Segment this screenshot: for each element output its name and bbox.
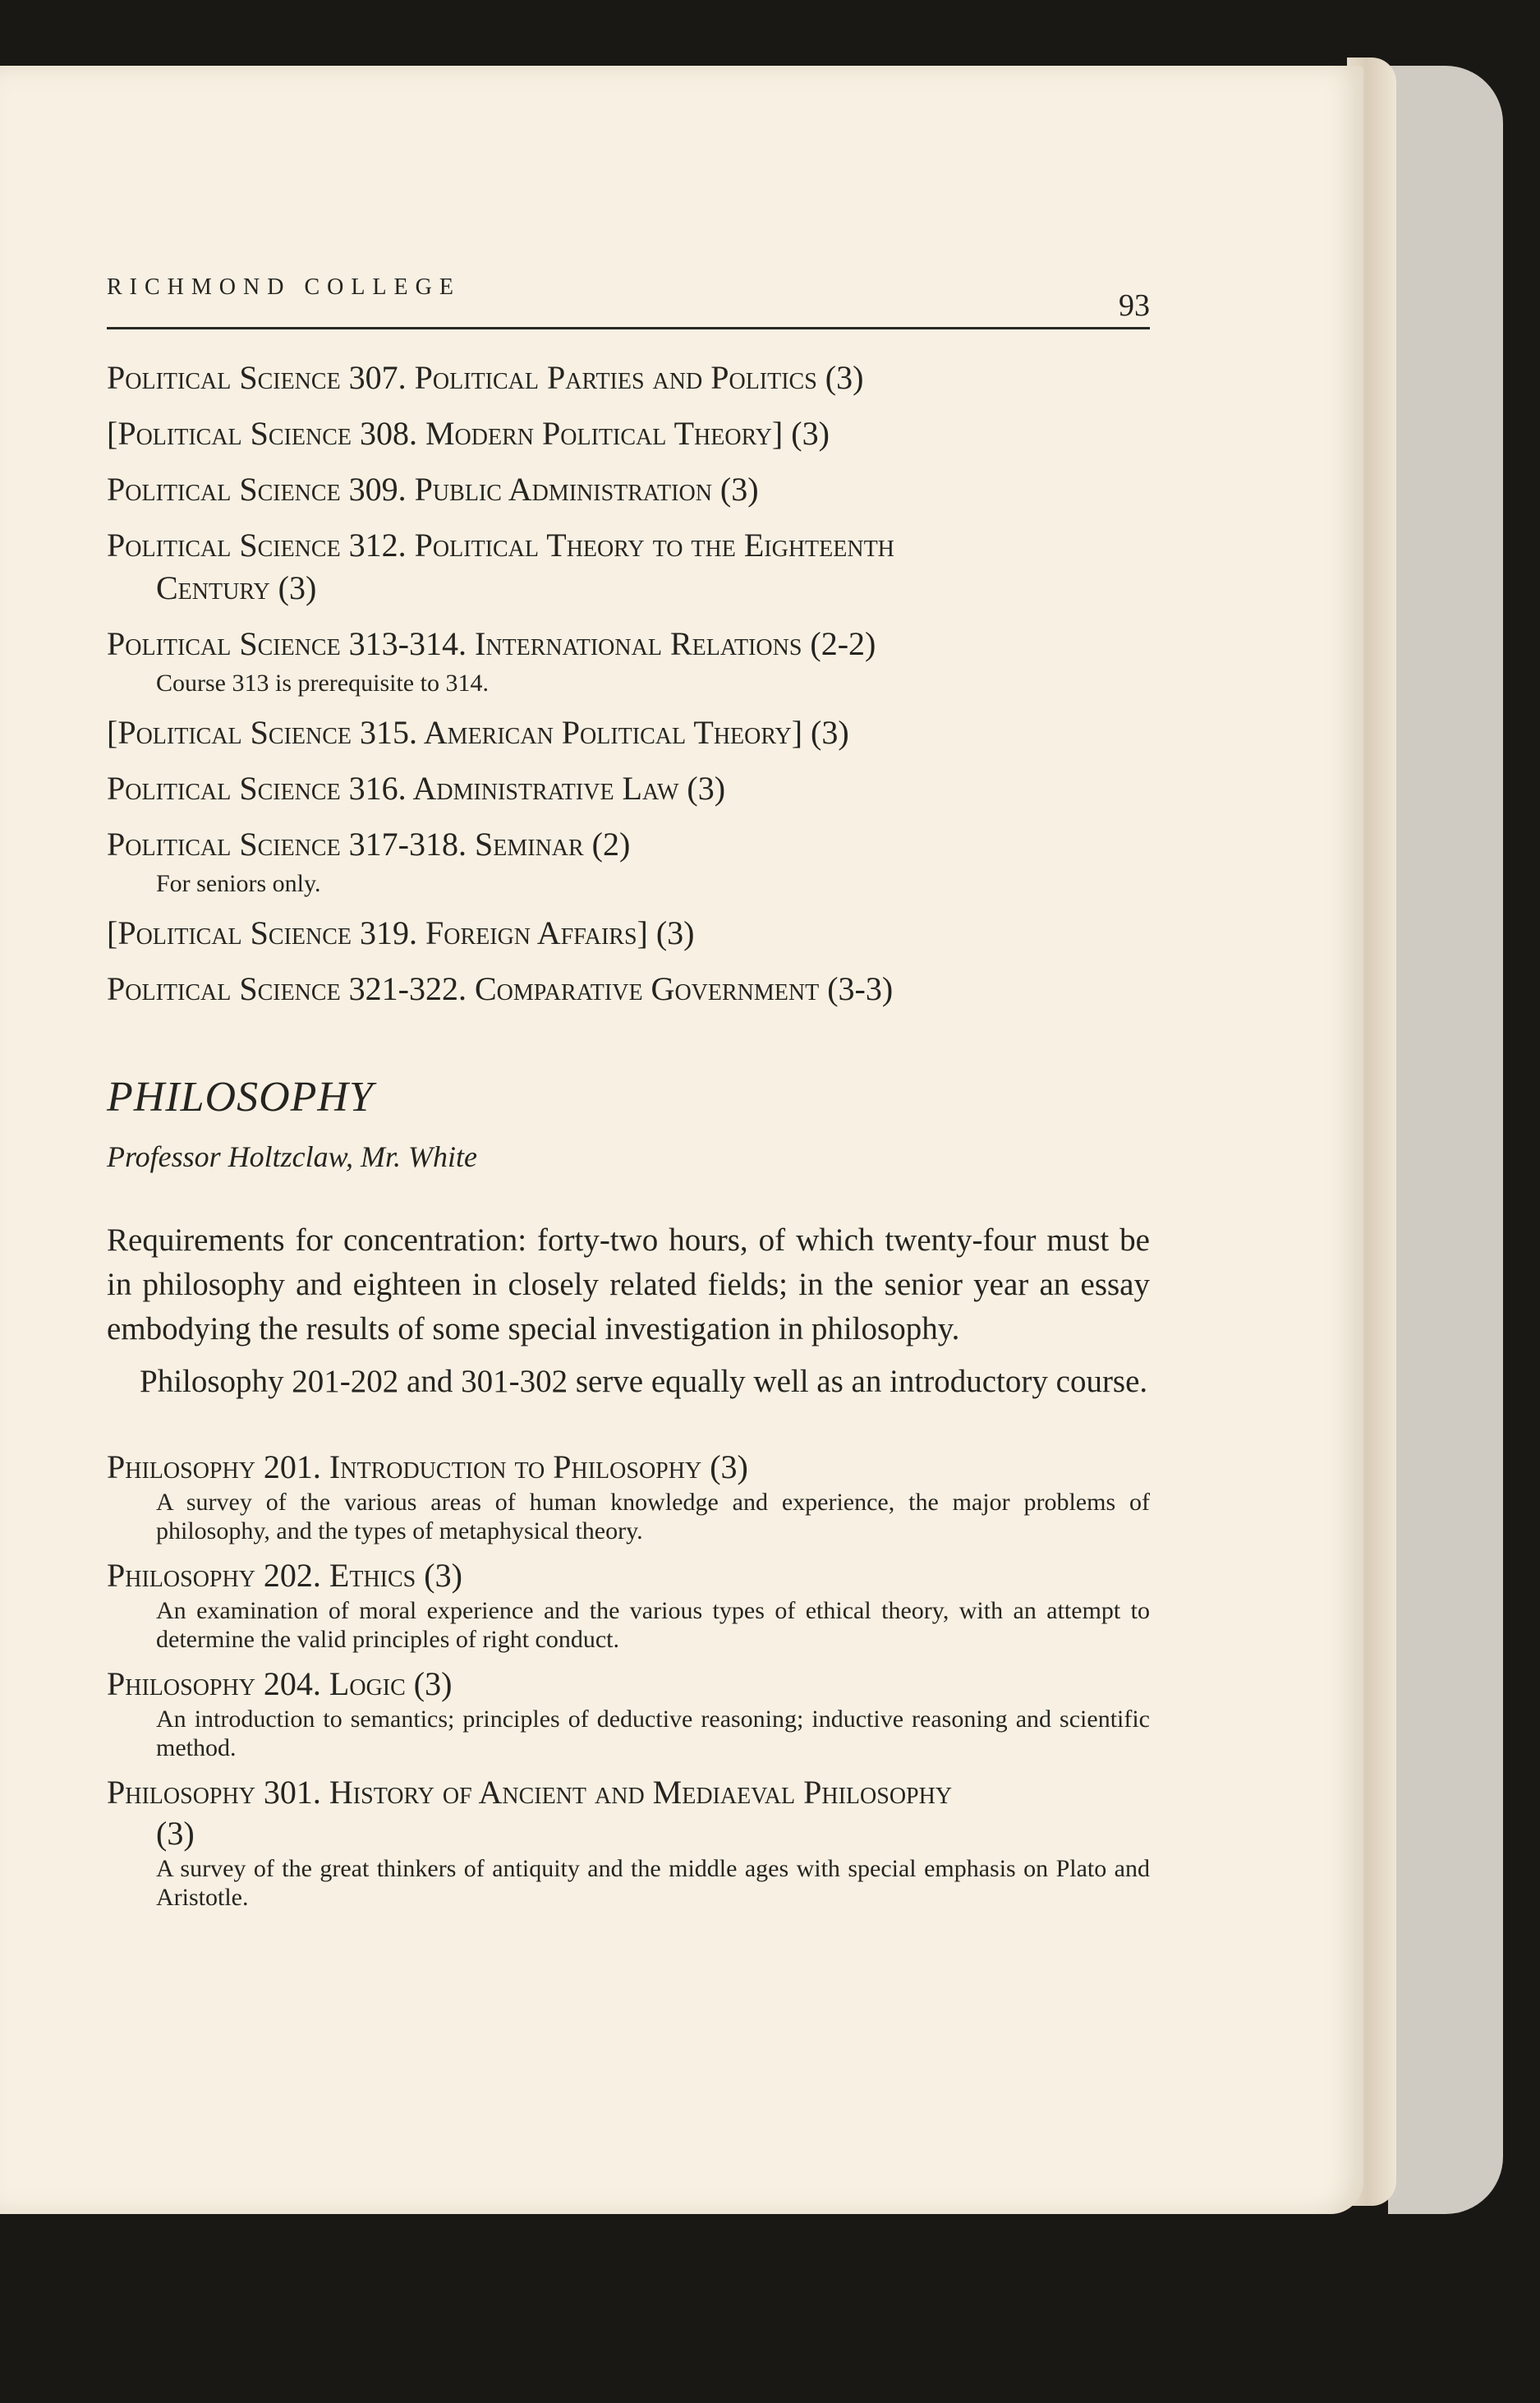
course-description: An examination of moral experience and the various types of ethical theory, with an attempt to determine the valid principles of right conduct. [156,1597,1150,1653]
running-title: RICHMOND COLLEGE [107,274,461,300]
course-title-continued: (3) [156,1815,195,1852]
course-entry: Political Science 312. Political Theory to the Eighteenth Century (3) [107,527,894,606]
course-title: Philosophy 301. History of Ancient and Mediaeval Philosophy [107,1774,953,1811]
course-entry: Political Science 316. Administrative Law (3) [107,770,726,807]
course-title: Philosophy 202. Ethics (3) [107,1557,462,1594]
section-title: PHILOSOPHY [107,1074,374,1121]
running-header [107,204,1150,323]
course-entry: Political Science 307. Political Parties and Politics (3) [107,359,864,396]
course-title: Philosophy 201. Introduction to Philosophy (3) [107,1448,748,1485]
requirements-paragraph: Requirements for concentration: forty-two hours, of which twenty-four must be in philosophy and eighteen in closely related fields; in the senior year an essay embodying the results of some special investigation in philosophy. [107,1222,1150,1347]
section-faculty: Professor Holtzclaw, Mr. White [107,1140,477,1173]
philosophy-courses [107,1447,1150,1912]
course-title: Philosophy 204. Logic (3) [107,1665,453,1702]
book-cover-edge [1388,66,1503,2214]
course-entry: Political Science 313-314. International Relations (2-2) [107,625,876,662]
course-entry: Political Science 317-318. Seminar (2) [107,826,631,863]
political-science-courses [107,357,1150,1010]
course-entry: [Political Science 308. Modern Political Theory] (3) [107,415,830,452]
course-description: An introduction to semantics; principles of deductive reasoning; inductive reasoning and scientific method. [156,1706,1150,1761]
course-entry: [Political Science 315. American Political Theory] (3) [107,714,849,751]
course-entry: Political Science 321-322. Comparative Government (3-3) [107,970,894,1007]
page-content [107,274,1150,1922]
header-rule [107,327,1150,329]
course-note: Course 313 is prerequisite to 314. [156,670,489,697]
course-description: A survey of the great thinkers of antiquity and the middle ages with special emphasis on Plato and Aristotle. [156,1855,1150,1911]
page-number: 93 [1119,288,1150,323]
intro-paragraph: Philosophy 201-202 and 301-302 serve equally well as an introductory course. [140,1364,1148,1399]
book-page [0,66,1363,2214]
course-entry: [Political Science 319. Foreign Affairs] (3) [107,914,695,951]
course-description: A survey of the various areas of human knowledge and experience, the major problems of philosophy, and the types of metaphysical theory. [156,1489,1150,1544]
course-note: For seniors only. [156,870,321,897]
course-entry: Political Science 309. Public Administration (3) [107,471,759,508]
